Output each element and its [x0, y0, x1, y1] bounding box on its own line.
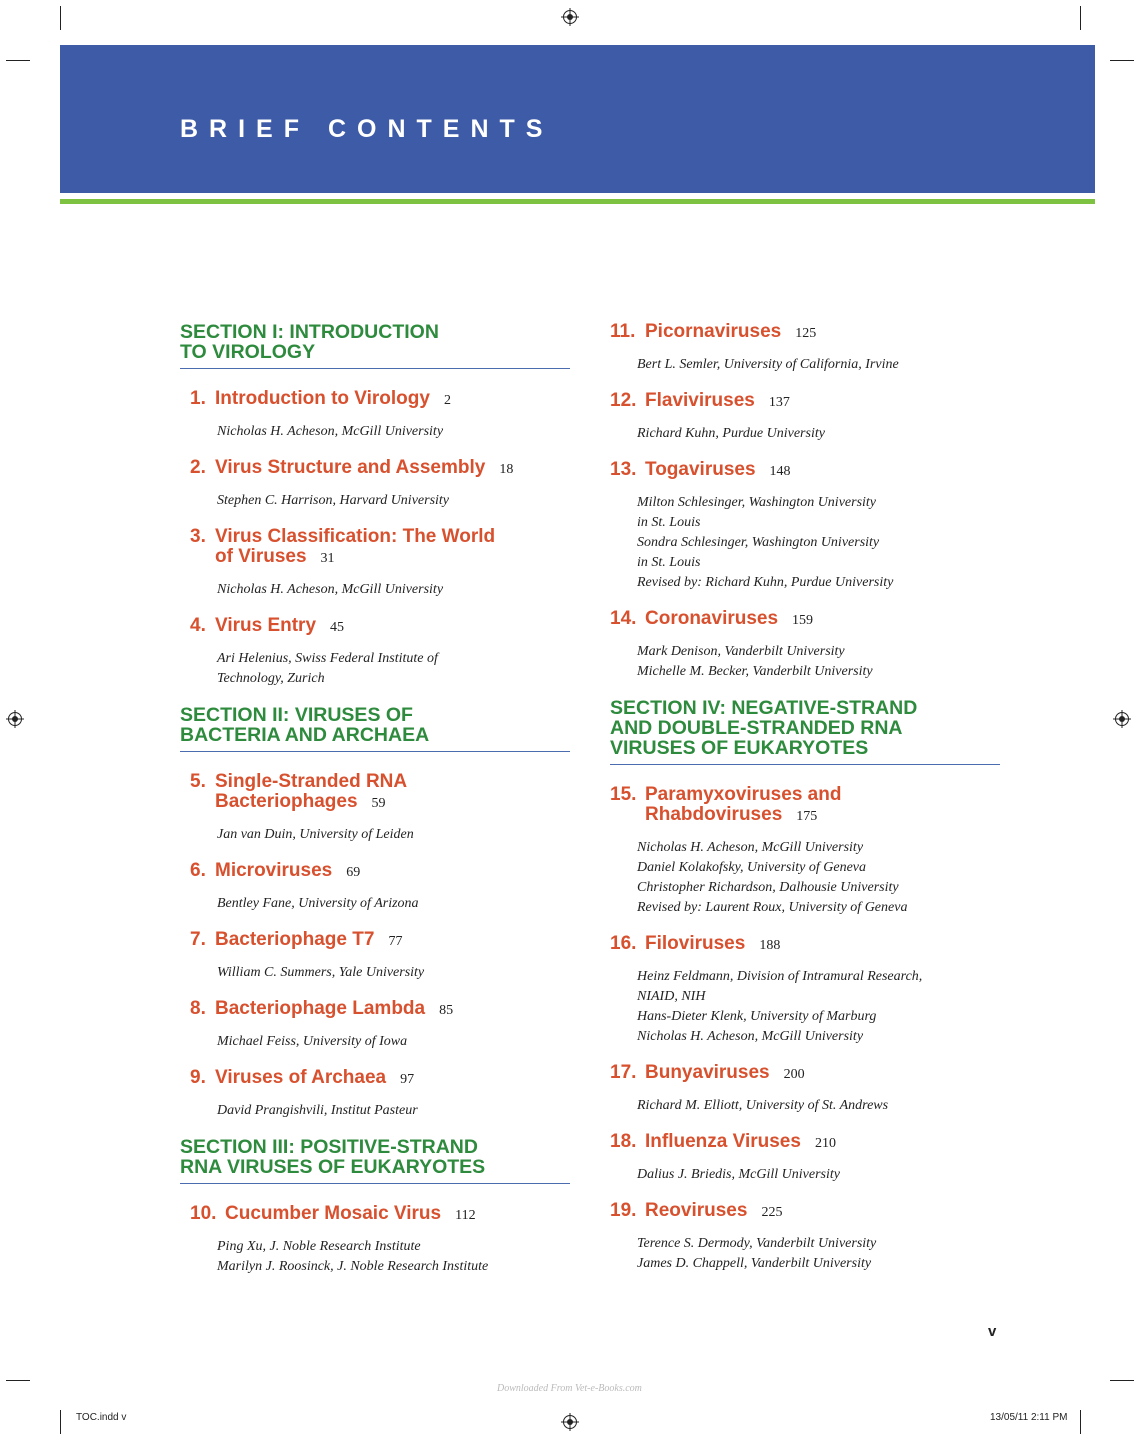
chapter-page: 112 [455, 1208, 476, 1223]
chapter-title-wrap [215, 458, 513, 480]
chapter-number: 5. [190, 771, 206, 792]
chapter-authors: Milton Schlesinger, Washington University in St. Louis Sondra Schlesinger, Washington University in St. Louis Revised by: Richard Kuhn, Purdue University [637, 495, 894, 590]
chapter-title: Picornaviruses [645, 321, 782, 342]
chapter-number: 4. [190, 615, 206, 636]
chapter-title-wrap [645, 785, 841, 827]
chapter-authors: David Prangishvili, Institut Pasteur [217, 1103, 418, 1118]
chapter-heading [180, 999, 570, 1021]
chapter-number: 13. [610, 459, 637, 480]
page-number: v [988, 1323, 997, 1340]
chapter-entry[interactable] [180, 389, 570, 442]
chapter-title: Reoviruses [645, 1200, 748, 1221]
slug-date: 13/05/11 2:11 PM [990, 1412, 1068, 1423]
chapter-entry[interactable] [180, 772, 570, 845]
chapter-heading [610, 391, 1000, 413]
chapter-title: Flaviviruses [645, 390, 755, 411]
chapter-entry[interactable] [610, 460, 1000, 593]
header-rule [60, 199, 1095, 204]
chapter-title: Togaviruses [645, 459, 756, 480]
chapter-number: 1. [190, 388, 206, 409]
crop-mark [60, 6, 61, 30]
chapter-authors: Richard Kuhn, Purdue University [637, 426, 825, 441]
chapter-authors: Bentley Fane, University of Arizona [217, 896, 419, 911]
chapter-number: 16. [610, 933, 637, 954]
chapter-authors: Ari Helenius, Swiss Federal Institute of Technology, Zurich [217, 651, 438, 686]
chapter-title: Introduction to Virology [215, 388, 430, 409]
chapter-authors: Stephen C. Harrison, Harvard University [217, 493, 450, 508]
chapter-page: 97 [400, 1072, 415, 1087]
chapter-title-wrap [645, 1063, 805, 1085]
chapter-page: 69 [346, 865, 361, 880]
chapter-heading [180, 1204, 570, 1226]
chapter-page: 225 [761, 1205, 783, 1220]
chapter-title-wrap [215, 616, 344, 638]
chapter-authors: Heinz Feldmann, Division of Intramural Research, NIAID, NIH Hans-Dieter Klenk, University of Marburg Nicholas H. Acheson, McGill University [637, 969, 923, 1044]
chapter-number: 15. [610, 784, 637, 805]
chapter-number: 6. [190, 860, 206, 881]
chapter-title: Filoviruses [645, 933, 746, 954]
chapter-authors: Nicholas H. Acheson, McGill University [217, 582, 444, 597]
chapter-authors: Jan van Duin, University of Leiden [217, 827, 414, 842]
chapter-number: 17. [610, 1062, 637, 1083]
section-heading: SECTION III: POSITIVE-STRAND RNA VIRUSES OF EUKARYOTES [180, 1137, 570, 1184]
chapter-page: 85 [439, 1003, 454, 1018]
chapter-title-wrap [215, 861, 360, 883]
chapter-page: 175 [796, 809, 818, 824]
chapter-title: Bunyaviruses [645, 1062, 770, 1083]
contents-left-column [180, 322, 570, 1293]
chapter-title-wrap [645, 934, 780, 956]
chapter-title: Paramyxoviruses and Rhabdoviruses [645, 784, 842, 825]
chapter-authors: Terence S. Dermody, Vanderbilt University James D. Chappell, Vanderbilt University [637, 1236, 877, 1271]
chapter-title-wrap [645, 322, 816, 344]
crop-mark [1110, 1380, 1134, 1381]
chapter-entry[interactable] [180, 930, 570, 983]
chapter-page: 18 [499, 462, 514, 477]
chapter-heading [610, 1063, 1000, 1085]
crop-mark [6, 60, 30, 61]
chapter-heading [610, 785, 1000, 827]
chapter-title-wrap [645, 1201, 782, 1223]
section-heading: SECTION II: VIRUSES OF BACTERIA AND ARCHAEA [180, 705, 570, 752]
registration-mark-icon [6, 710, 24, 728]
chapter-title: Viruses of Archaea [215, 1067, 387, 1088]
chapter-heading [610, 1132, 1000, 1154]
chapter-title-wrap [645, 1132, 836, 1154]
crop-mark [6, 1380, 30, 1381]
chapter-title: Virus Classification: The World of Viruses [215, 526, 496, 567]
chapter-entry[interactable] [610, 785, 1000, 918]
chapter-number: 14. [610, 608, 637, 629]
contents-right-column [610, 322, 1000, 1290]
registration-mark-icon [561, 8, 579, 26]
chapter-entry[interactable] [180, 458, 570, 511]
crop-mark [1080, 1410, 1081, 1434]
chapter-page: 188 [759, 938, 781, 953]
chapter-title-wrap [645, 609, 813, 631]
chapter-title-wrap [215, 930, 402, 952]
chapter-page: 159 [792, 613, 814, 628]
chapter-entry[interactable] [610, 391, 1000, 444]
chapter-title-wrap [215, 772, 407, 814]
chapter-title: Virus Structure and Assembly [215, 457, 486, 478]
chapter-heading [180, 389, 570, 411]
crop-mark [1110, 60, 1134, 61]
chapter-entry[interactable] [610, 1132, 1000, 1185]
chapter-page: 59 [371, 796, 386, 811]
section-heading: SECTION I: INTRODUCTION TO VIROLOGY [180, 322, 570, 369]
registration-mark-icon [561, 1413, 579, 1431]
chapter-number: 8. [190, 998, 206, 1019]
chapter-number: 9. [190, 1067, 206, 1088]
chapter-number: 2. [190, 457, 206, 478]
chapter-title: Microviruses [215, 860, 333, 881]
chapter-number: 19. [610, 1200, 637, 1221]
chapter-page: 148 [769, 464, 791, 479]
chapter-heading [180, 772, 570, 814]
chapter-entry[interactable] [610, 322, 1000, 375]
chapter-heading [610, 460, 1000, 482]
chapter-heading [180, 1068, 570, 1090]
chapter-heading [610, 322, 1000, 344]
chapter-title: Virus Entry [215, 615, 317, 636]
chapter-title-wrap [215, 527, 495, 569]
chapter-entry[interactable] [610, 609, 1000, 682]
chapter-entry[interactable] [180, 1204, 570, 1277]
chapter-title-wrap [225, 1204, 476, 1226]
chapter-title: Cucumber Mosaic Virus [225, 1203, 442, 1224]
chapter-entry[interactable] [610, 1063, 1000, 1116]
chapter-page: 210 [814, 1136, 836, 1151]
chapter-page: 31 [320, 551, 335, 566]
chapter-number: 11. [610, 321, 636, 342]
chapter-entry[interactable] [610, 1201, 1000, 1274]
chapter-entry[interactable] [180, 861, 570, 914]
chapter-authors: Dalius J. Briedis, McGill University [637, 1167, 840, 1182]
crop-mark [1080, 6, 1081, 30]
chapter-entry[interactable] [180, 527, 570, 600]
chapter-number: 10. [190, 1203, 217, 1224]
chapter-title: Coronaviruses [645, 608, 779, 629]
chapter-authors: Bert L. Semler, University of California, Irvine [637, 357, 899, 372]
chapter-authors: Michael Feiss, University of Iowa [217, 1034, 408, 1049]
chapter-page: 125 [795, 326, 817, 341]
section-heading: SECTION IV: NEGATIVE-STRAND AND DOUBLE-STRANDED RNA VIRUSES OF EUKARYOTES [610, 698, 1000, 765]
chapter-title: Single-Stranded RNA Bacteriophages [215, 771, 408, 812]
chapter-title-wrap [645, 460, 791, 482]
chapter-heading [180, 458, 570, 480]
chapter-title-wrap [215, 389, 451, 411]
chapter-heading [180, 527, 570, 569]
page-title: BRIEF CONTENTS [180, 115, 554, 143]
chapter-number: 7. [190, 929, 206, 950]
chapter-entry[interactable] [610, 934, 1000, 1047]
chapter-title: Bacteriophage Lambda [215, 998, 426, 1019]
chapter-heading [610, 934, 1000, 956]
chapter-entry[interactable] [180, 1068, 570, 1121]
chapter-heading [610, 1201, 1000, 1223]
crop-mark [60, 1410, 61, 1434]
chapter-title: Bacteriophage T7 [215, 929, 375, 950]
chapter-title: Influenza Viruses [645, 1131, 801, 1152]
chapter-heading [610, 609, 1000, 631]
chapter-heading [180, 930, 570, 952]
registration-mark-icon [1113, 710, 1131, 728]
chapter-number: 12. [610, 390, 637, 411]
chapter-heading [180, 616, 570, 638]
chapter-authors: Richard M. Elliott, University of St. Andrews [637, 1098, 889, 1113]
chapter-authors: Mark Denison, Vanderbilt University Michelle M. Becker, Vanderbilt University [637, 644, 873, 679]
chapter-page: 45 [330, 620, 345, 635]
chapter-page: 2 [443, 393, 451, 408]
chapter-heading [180, 861, 570, 883]
chapter-entry[interactable] [180, 616, 570, 689]
chapter-title-wrap [645, 391, 790, 413]
chapter-entry[interactable] [180, 999, 570, 1052]
chapter-authors: Ping Xu, J. Noble Research Institute Marilyn J. Roosinck, J. Noble Research Institute [217, 1239, 489, 1274]
chapter-page: 200 [783, 1067, 805, 1082]
chapter-number: 3. [190, 526, 206, 547]
chapter-authors: William C. Summers, Yale University [217, 965, 425, 980]
chapter-authors: Nicholas H. Acheson, McGill University [217, 424, 444, 439]
chapter-page: 77 [388, 934, 403, 949]
slug-file: TOC.indd v [76, 1412, 127, 1423]
chapter-authors: Nicholas H. Acheson, McGill University Daniel Kolakofsky, University of Geneva Christopher Richardson, Dalhousie University Revised by: Laurent Roux, University of Geneva [637, 840, 908, 915]
chapter-page: 137 [768, 395, 790, 410]
chapter-number: 18. [610, 1131, 637, 1152]
chapter-title-wrap [215, 999, 453, 1021]
chapter-title-wrap [215, 1068, 414, 1090]
watermark: Downloaded From Vet-e-Books.com [497, 1383, 642, 1394]
